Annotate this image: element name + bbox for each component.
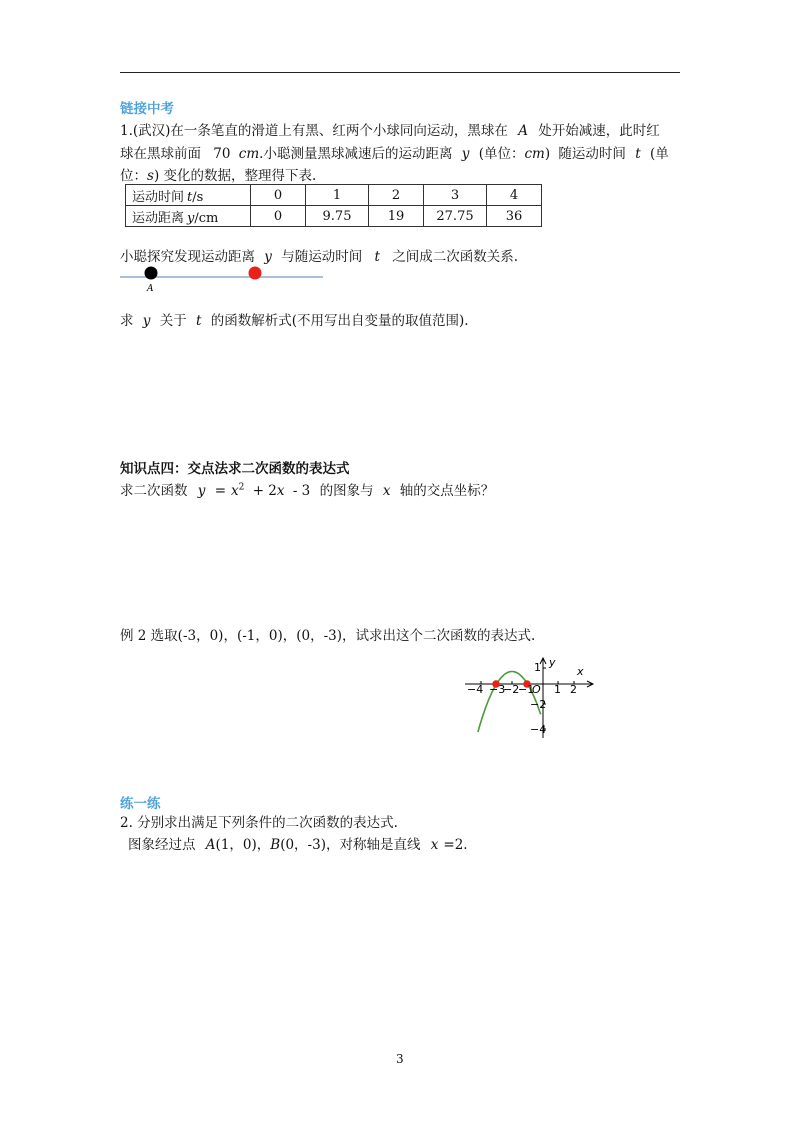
unit-cm: cm [524, 146, 545, 162]
row-header-time [126, 185, 251, 206]
y-axis-label: y [549, 656, 556, 669]
table-cell: 19 [369, 206, 424, 227]
text: 球在黑球前面 [120, 146, 201, 162]
table-cell: 1 [306, 185, 369, 206]
table-cell: 0 [251, 206, 306, 227]
example-2: 例 2 选取(-3，0)，(-1，0)，(0，-3)，试求出这个二次函数的表达式. [120, 628, 536, 644]
var-y: y [187, 210, 195, 226]
table-cell: 27.75 [424, 206, 487, 227]
text: - 3 [292, 483, 311, 499]
section-title-knowledge-4: 知识点四：交点法求二次函数的表达式 [120, 461, 350, 477]
text: 小聪探究发现运动距离 [120, 249, 255, 265]
text: 之间成二次函数关系. [392, 249, 519, 265]
x-tick-label: 1 [554, 683, 561, 696]
text: (0，-3)，对称轴是直线 [280, 837, 421, 853]
ball-track-diagram [118, 262, 328, 292]
var-B: B [270, 837, 281, 853]
text: + 2 [252, 483, 277, 499]
x-tick-label: −1 [518, 683, 535, 696]
text: /cm [194, 210, 219, 226]
var-t: t [374, 249, 380, 265]
var-x: x [430, 837, 439, 853]
red-ball [249, 267, 262, 280]
text: 运动距离 [132, 210, 185, 226]
var-A: A [205, 837, 216, 853]
text: 求二次函数 [120, 483, 188, 499]
text: 关于 [159, 313, 187, 329]
x-axis-label: x [577, 665, 584, 678]
practice-line-1: 2. 分别求出满足下列条件的二次函数的表达式. [120, 815, 398, 831]
page-number: 3 [396, 1052, 404, 1066]
unit-s: s [147, 168, 154, 184]
x-tick-label: −4 [467, 683, 484, 696]
x-tick-label: −3 [489, 683, 506, 696]
parabola-graph [460, 655, 600, 740]
var-t: t [187, 189, 193, 205]
section-title-link-exam: 链接中考 [120, 101, 174, 117]
var-y: y [197, 483, 206, 499]
y-tick-label: −4 [530, 723, 547, 736]
var-x: x [276, 483, 285, 499]
y-tick-label: −2 [530, 698, 547, 711]
text: .小聪测量黑球减速后的运动距离 [259, 146, 453, 162]
row-header-distance [126, 206, 251, 227]
table-cell: 0 [251, 185, 306, 206]
table-cell: 3 [424, 185, 487, 206]
table-cell: 36 [487, 206, 542, 227]
table-cell: 2 [369, 185, 424, 206]
text: 处开始减速，此时红 [538, 123, 660, 139]
var-y: y [264, 249, 272, 265]
origin-label: O [532, 683, 541, 696]
text: 的函数解析式(不用写出自变量的取值范围). [210, 313, 469, 329]
header-rule [120, 72, 680, 73]
text: 图象经过点 [128, 837, 196, 853]
intersection-question [120, 479, 494, 499]
distance-value: 70 [213, 146, 231, 162]
var-t: t [635, 146, 641, 162]
text: (单位： [478, 146, 525, 162]
text: 1.(武汉)在一条笔直的滑道上有黑、红两个小球同向运动，黑球在 [120, 123, 508, 139]
y-tick-label: 1 [534, 661, 541, 674]
text: 轴的交点坐标？ [399, 483, 495, 499]
text: (单 [649, 146, 669, 162]
text: /s [192, 189, 204, 205]
text: =2. [443, 837, 468, 853]
x-tick-label: −2 [503, 683, 520, 696]
problem-line-2 [120, 142, 669, 162]
table-cell: 9.75 [306, 206, 369, 227]
table-cell: 4 [487, 185, 542, 206]
text: = [214, 483, 227, 499]
table-row [126, 206, 542, 227]
problem-line-1 [120, 119, 660, 139]
var-y: y [142, 313, 151, 329]
graph-labels [467, 656, 584, 736]
problem-line-3 [120, 164, 316, 184]
question-line [120, 309, 469, 329]
var-x: x [382, 483, 391, 499]
text: ) 变化的数据，整理得下表. [153, 168, 317, 184]
black-ball [145, 267, 158, 280]
text: (1，0)， [215, 837, 271, 853]
var-x: x [231, 483, 239, 499]
text: 求 [120, 313, 134, 329]
text: 的图象与 [319, 483, 374, 499]
var-y: y [461, 146, 470, 162]
data-table [125, 184, 542, 227]
text: 与随运动时间 [281, 249, 363, 265]
x-tick-label: 2 [570, 683, 577, 696]
table-row [126, 185, 542, 206]
unit-cm: cm [238, 146, 260, 162]
text: 随运动时间 [558, 146, 626, 162]
section-title-practice: 练一练 [120, 796, 161, 812]
point-A-label: A [147, 284, 154, 292]
text: ) [544, 146, 551, 162]
text: 运动时间 [132, 189, 185, 205]
text: 位： [120, 168, 147, 184]
exponent: 2 [238, 482, 245, 493]
practice-line-2 [128, 833, 468, 853]
var-t: t [196, 313, 202, 329]
var-A: A [518, 123, 528, 139]
